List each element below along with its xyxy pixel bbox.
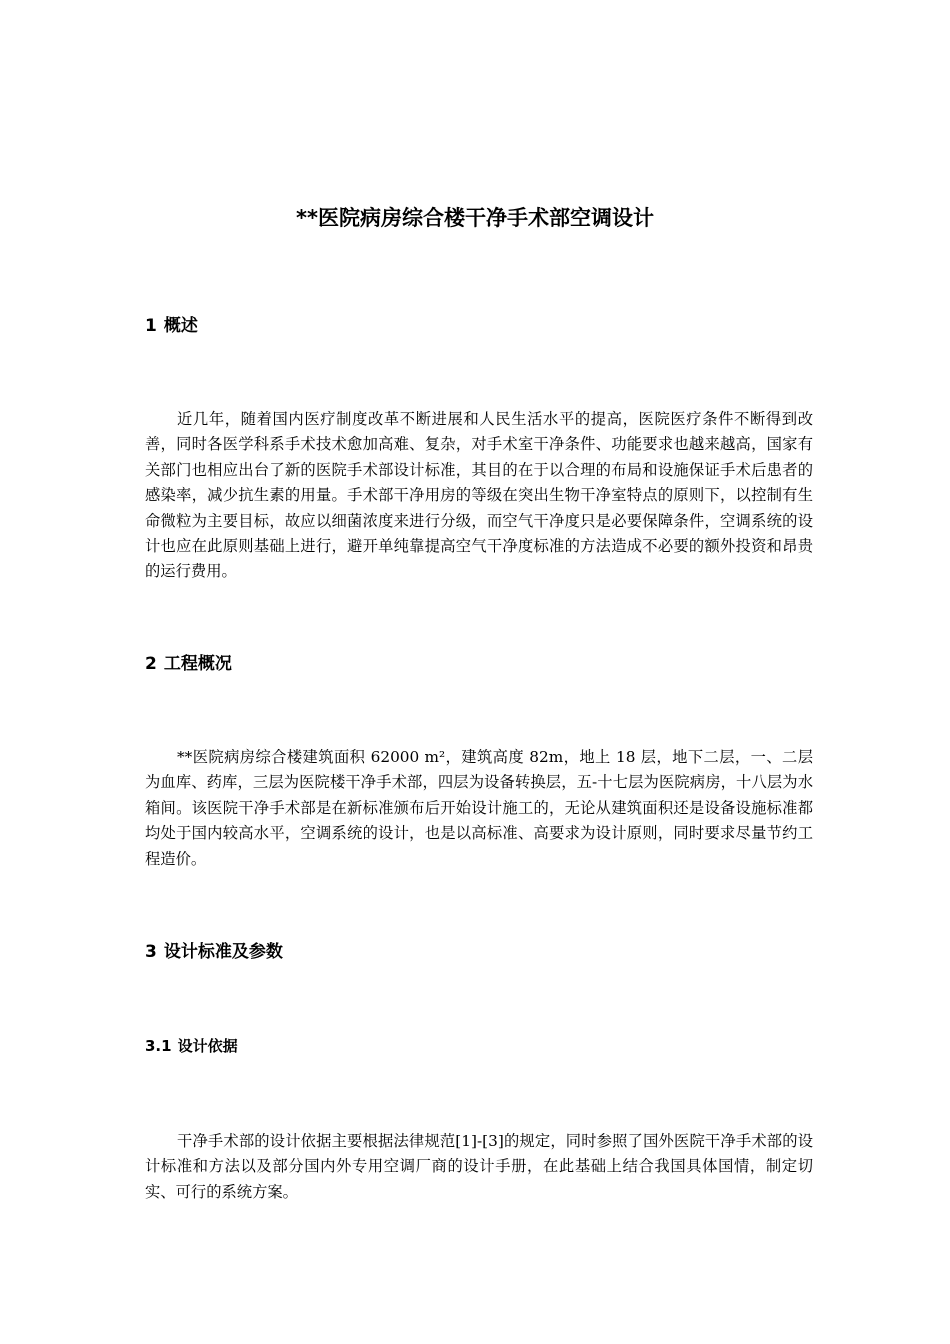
paragraph-project: **医院病房综合楼建筑面积 62000 m²，建筑高度 82m，地上 18 层，地下二层，一、二层为血库、药库，三层为医院楼干净手术部，四层为设备转换层，五-十七层为医院病房，十八层为水箱间。该医院干净手术部是在新标准颁布后开始设计施工的，无论从建筑面积还是设备设施标准都均处于国内较高水平，空调系统的设计，也是以高标准、高要求为设计原则，同时要求尽量节约工程造价。 [145,748,813,868]
subsection-number: 3.1 [145,1037,172,1055]
document-title: **医院病房综合楼干净手术部空调设计 [296,206,654,230]
section-title: 概述 [163,316,198,336]
section-title: 工程概况 [163,654,232,674]
section-heading-standards [145,940,283,964]
section-number: 1 [145,316,157,336]
subsection-title: 设计依据 [177,1037,238,1055]
subsection-heading-basis [145,1035,238,1057]
paragraph-overview: 近几年，随着国内医疗制度改革不断进展和人民生活水平的提高，医院医疗条件不断得到改善，同时各医学科系手术技术愈加高难、复杂，对手术室干净条件、功能要求也越来越高，国家有关部门也相应出台了新的医院手术部设计标准，其目的在于以合理的布局和设施保证手术后患者的感染率，减少抗生素的用量。手术部干净用房的等级在突出生物干净室特点的原则下，以控制有生命微粒为主要目标，故应以细菌浓度来进行分级，而空气干净度只是必要保障条件，空调系统的设计也应在此原则基础上进行，避开单纯靠提高空气干净度标准的方法造成不必要的额外投资和昂贵的运行费用。 [145,410,813,581]
section-number: 3 [145,942,157,962]
section-heading-project [145,652,232,676]
section-number: 2 [145,654,157,674]
section-heading-overview [145,314,198,338]
section-title: 设计标准及参数 [163,942,283,962]
paragraph-basis: 干净手术部的设计依据主要根据法律规范[1]-[3]的规定，同时参照了国外医院干净手术部的设计标准和方法以及部分国内外专用空调厂商的设计手册，在此基础上结合我国具体国情，制定切实、可行的系统方案。 [145,1132,813,1201]
